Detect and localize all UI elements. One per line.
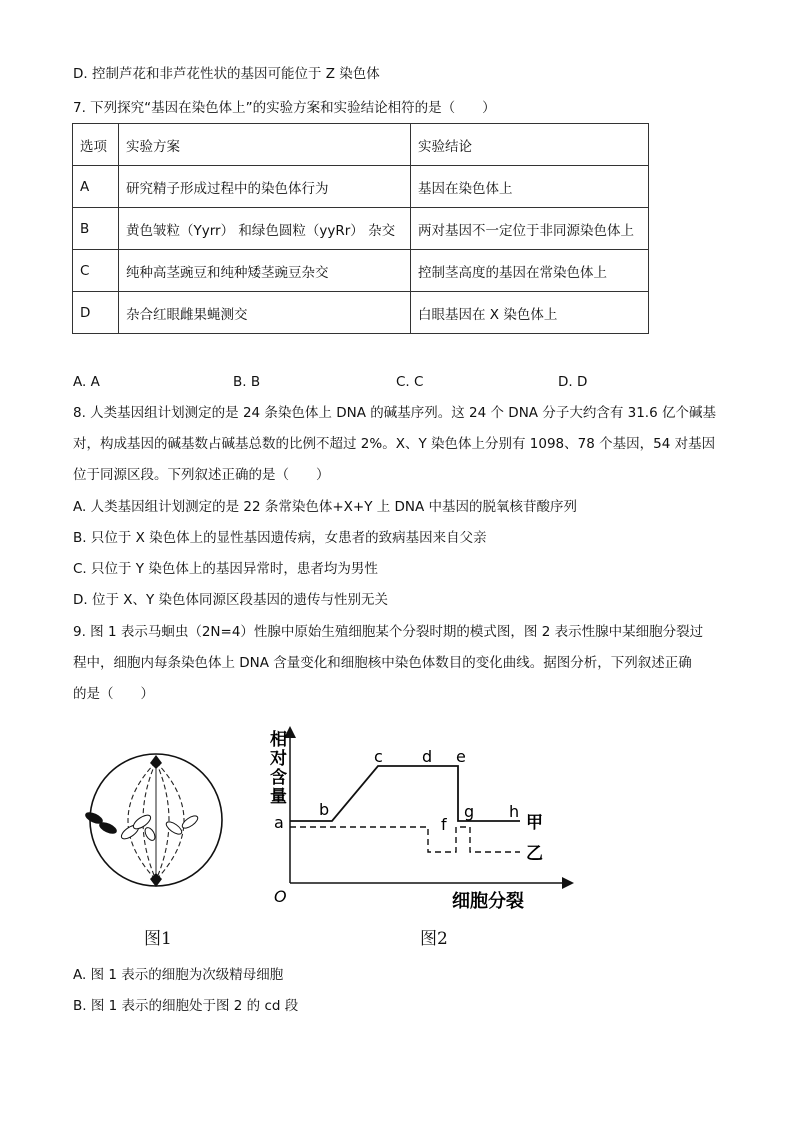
q8-stem-line: 位于同源区段。下列叙述正确的是（ ）: [73, 467, 330, 483]
q7-option-d: D. D: [558, 374, 588, 390]
point-label: e: [456, 747, 466, 766]
q9-stem-line: 9. 图 1 表示马蛔虫（2N=4）性腺中原始生殖细胞某个分裂时期的模式图，图 2 表示性腺中某细胞分裂过: [73, 624, 704, 640]
point-label: d: [422, 747, 433, 766]
table-row: [73, 208, 649, 250]
figure-1-cell-diagram: [78, 752, 238, 902]
point-label: a: [274, 813, 284, 832]
y-axis-label: 对: [270, 749, 287, 769]
table-cell: 控制茎高度的基因在常染色体上: [411, 250, 649, 292]
table-cell: 纯种高茎豌豆和纯种矮茎豌豆杂交: [119, 250, 411, 292]
series-label-jia: 甲: [526, 813, 543, 833]
figure-1-caption: 图1: [144, 929, 172, 949]
q6-option-d: D. 控制芦花和非芦花性状的基因可能位于 Z 染色体: [73, 66, 380, 82]
q7-table: [72, 123, 649, 334]
table-cell: 杂合红眼雌果蝇测交: [119, 292, 411, 334]
figure-2-graph: [252, 722, 582, 918]
q8-stem-line: 对，构成基因的碱基数占碱基总数的比例不超过 2%。X、Y 染色体上分别有 1098、78 个基因，54 对基因: [73, 436, 716, 452]
table-cell: 基因在染色体上: [411, 166, 649, 208]
point-label: b: [319, 800, 330, 819]
y-axis-label: 量: [270, 787, 287, 807]
q9-stem-line: 程中，细胞内每条染色体上 DNA 含量变化和细胞核中染色体数目的变化曲线。据图分析，下列叙述正确: [73, 655, 692, 671]
q9-option-a: A. 图 1 表示的细胞为次级精母细胞: [73, 967, 284, 983]
table-cell: C: [73, 250, 119, 292]
table-cell: 研究精子形成过程中的染色体行为: [119, 166, 411, 208]
figure-2-caption: 图2: [420, 929, 448, 949]
q7-option-c: C. C: [396, 374, 424, 390]
q7-option-a: A. A: [73, 374, 100, 390]
q8-option-c: C. 只位于 Y 染色体上的基因异常时，患者均为男性: [73, 561, 378, 577]
table-cell: D: [73, 292, 119, 334]
table-header-row: [73, 124, 649, 166]
table-cell: B: [73, 208, 119, 250]
y-axis-label: 相: [270, 730, 287, 750]
table-cell: A: [73, 166, 119, 208]
table-row: [73, 166, 649, 208]
q8-option-d: D. 位于 X、Y 染色体同源区段基因的遗传与性别无关: [73, 592, 389, 608]
table-header-cell: 选项: [73, 124, 119, 166]
series-yi-line: [290, 827, 520, 852]
point-label: g: [464, 802, 475, 821]
q8-option-b: B. 只位于 X 染色体上的显性基因遗传病，女患者的致病基因来自父亲: [73, 530, 487, 546]
table-cell: 白眼基因在 X 染色体上: [411, 292, 649, 334]
table-row: [73, 292, 649, 334]
q7-stem: 7. 下列探究“基因在染色体上”的实验方案和实验结论相符的是（ ）: [73, 100, 496, 116]
q7-option-b: B. B: [233, 374, 261, 390]
x-axis-label: 细胞分裂: [452, 891, 524, 912]
point-label: h: [509, 802, 520, 821]
origin-label: O: [274, 887, 287, 906]
q8-option-a: A. 人类基因组计划测定的是 22 条常染色体+X+Y 上 DNA 中基因的脱氧核苷酸序列: [73, 499, 578, 515]
q9-option-b: B. 图 1 表示的细胞处于图 2 的 cd 段: [73, 998, 299, 1014]
q8-stem-line: 8. 人类基因组计划测定的是 24 条染色体上 DNA 的碱基序列。这 24 个 DNA 分子大约含有 31.6 亿个碱基: [73, 405, 716, 421]
table-row: [73, 250, 649, 292]
q9-stem-line: 的是（ ）: [73, 686, 154, 702]
y-axis-label: 含: [270, 768, 287, 788]
table-cell: 两对基因不一定位于非同源染色体上: [411, 208, 649, 250]
table-header-cell: 实验结论: [411, 124, 649, 166]
point-label: c: [374, 747, 383, 766]
table-header-cell: 实验方案: [119, 124, 411, 166]
table-cell: 黄色皱粒（Yyrr） 和绿色圆粒（yyRr） 杂交: [119, 208, 411, 250]
series-label-yi: 乙: [526, 844, 543, 864]
point-label: f: [441, 815, 447, 834]
